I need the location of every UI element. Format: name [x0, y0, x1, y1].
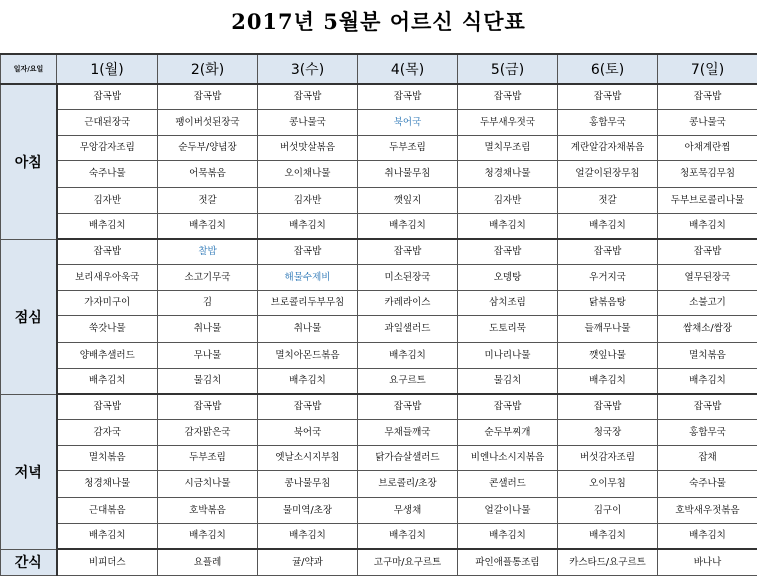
- menu-cell: 김: [158, 291, 258, 316]
- menu-cell: 배추김치: [558, 369, 658, 395]
- menu-cell: 찰밥: [158, 239, 258, 265]
- menu-cell: 어묵볶음: [158, 161, 258, 188]
- menu-cell: 멸치무조림: [458, 136, 558, 161]
- menu-cell: 숙주나물: [57, 161, 158, 188]
- menu-cell: 물김치: [458, 369, 558, 395]
- menu-cell: 배추김치: [258, 524, 358, 550]
- menu-cell: 잡곡밥: [358, 84, 458, 110]
- menu-cell: 무채들깨국: [358, 420, 458, 446]
- menu-cell: 두부브로콜리나물: [658, 188, 757, 214]
- meal-label: 아침: [1, 84, 57, 239]
- menu-cell: 젓갈: [158, 188, 258, 214]
- day-header: 2(화): [158, 54, 258, 84]
- snack-cell: 요플레: [158, 549, 258, 576]
- day-header: 3(수): [258, 54, 358, 84]
- menu-cell: 배추김치: [57, 369, 158, 395]
- menu-cell: 취나물: [158, 316, 258, 343]
- meal-label: 간식: [1, 549, 57, 576]
- menu-cell: 청국장: [558, 420, 658, 446]
- menu-cell: 배추김치: [158, 524, 258, 550]
- menu-cell: 잡곡밥: [458, 394, 558, 420]
- menu-row: [1, 498, 757, 524]
- snack-cell: 파인애플통조림: [458, 549, 558, 576]
- day-header: 5(금): [458, 54, 558, 84]
- menu-cell: 잡곡밥: [558, 84, 658, 110]
- menu-cell: 북어국: [358, 110, 458, 136]
- snack-cell: 귤/약과: [258, 549, 358, 576]
- menu-cell: 멸치볶음: [658, 343, 757, 369]
- menu-cell: 과일샐러드: [358, 316, 458, 343]
- menu-cell: 카레라이스: [358, 291, 458, 316]
- menu-cell: 김자반: [57, 188, 158, 214]
- menu-cell: 청경채나물: [458, 161, 558, 188]
- menu-cell: 배추김치: [358, 214, 458, 240]
- menu-cell: 감자맑은국: [158, 420, 258, 446]
- menu-cell: 무앙감자조림: [57, 136, 158, 161]
- menu-row: [1, 524, 757, 550]
- menu-row: [1, 214, 757, 240]
- menu-cell: 해물수제비: [258, 265, 358, 291]
- day-header: 4(목): [358, 54, 458, 84]
- menu-row: [1, 420, 757, 446]
- menu-cell: 잡곡밥: [158, 394, 258, 420]
- snack-row: [1, 549, 757, 576]
- day-header: 1(월): [57, 54, 158, 84]
- menu-cell: 멸치아몬드볶음: [258, 343, 358, 369]
- menu-cell: 취나물무침: [358, 161, 458, 188]
- menu-cell: 홍합무국: [558, 110, 658, 136]
- menu-cell: 멸치볶음: [57, 446, 158, 471]
- menu-cell: 잡곡밥: [458, 239, 558, 265]
- menu-cell: 김자반: [458, 188, 558, 214]
- menu-cell: 두부조림: [358, 136, 458, 161]
- menu-cell: 잡곡밥: [358, 239, 458, 265]
- menu-row: [1, 265, 757, 291]
- menu-cell: 잡채: [658, 446, 757, 471]
- menu-cell: 무나물: [158, 343, 258, 369]
- menu-body: [1, 84, 757, 576]
- menu-row: [1, 161, 757, 188]
- menu-cell: 요구르트: [358, 369, 458, 395]
- menu-cell: 두부새우젓국: [458, 110, 558, 136]
- menu-cell: 잡곡밥: [57, 394, 158, 420]
- menu-cell: 잡곡밥: [458, 84, 558, 110]
- menu-row: [1, 343, 757, 369]
- day-header: 6(토): [558, 54, 658, 84]
- menu-cell: 미나리나물: [458, 343, 558, 369]
- menu-cell: 브로콜리두부무침: [258, 291, 358, 316]
- menu-cell: 물김치: [158, 369, 258, 395]
- menu-cell: 소불고기: [658, 291, 757, 316]
- menu-cell: 가자미구이: [57, 291, 158, 316]
- menu-cell: 깻잎나물: [558, 343, 658, 369]
- menu-cell: 청포묵김무침: [658, 161, 757, 188]
- menu-cell: 양배추샐러드: [57, 343, 158, 369]
- menu-cell: 쑥갓나물: [57, 316, 158, 343]
- menu-cell: 잡곡밥: [358, 394, 458, 420]
- menu-cell: 근대볶음: [57, 498, 158, 524]
- menu-cell: 닭가슴살샐러드: [358, 446, 458, 471]
- menu-cell: 우거지국: [558, 265, 658, 291]
- menu-cell: 계란알감자채볶음: [558, 136, 658, 161]
- menu-cell: 배추김치: [658, 214, 757, 240]
- menu-cell: 오이채나물: [258, 161, 358, 188]
- menu-row: [1, 394, 757, 420]
- menu-cell: 김구이: [558, 498, 658, 524]
- menu-cell: 배추김치: [658, 369, 757, 395]
- menu-cell: 미소된장국: [358, 265, 458, 291]
- menu-cell: 홍합무국: [658, 420, 757, 446]
- menu-cell: 잡곡밥: [558, 239, 658, 265]
- menu-cell: 쌈채소/쌈장: [658, 316, 757, 343]
- menu-cell: 두부조림: [158, 446, 258, 471]
- menu-cell: 닭볶음탕: [558, 291, 658, 316]
- menu-cell: 잡곡밥: [258, 394, 358, 420]
- menu-row: [1, 110, 757, 136]
- menu-cell: 잡곡밥: [658, 84, 757, 110]
- menu-cell: 호박새우젓볶음: [658, 498, 757, 524]
- menu-cell: 비엔나소시지볶음: [458, 446, 558, 471]
- menu-cell: 보리새우아욱국: [57, 265, 158, 291]
- menu-cell: 무생채: [358, 498, 458, 524]
- menu-cell: 물미역/초장: [258, 498, 358, 524]
- menu-cell: 잡곡밥: [258, 84, 358, 110]
- menu-cell: 잡곡밥: [558, 394, 658, 420]
- menu-row: [1, 136, 757, 161]
- menu-cell: 배추김치: [258, 369, 358, 395]
- menu-cell: 엣날소시지부침: [258, 446, 358, 471]
- menu-cell: 배추김치: [458, 524, 558, 550]
- header-row: [1, 54, 757, 84]
- menu-cell: 오이무침: [558, 471, 658, 498]
- menu-cell: 잡곡밥: [57, 239, 158, 265]
- day-header: 7(일): [658, 54, 757, 84]
- menu-row: [1, 471, 757, 498]
- menu-cell: 취나물: [258, 316, 358, 343]
- menu-cell: 들깨무나물: [558, 316, 658, 343]
- meal-label: 저녁: [1, 394, 57, 549]
- menu-cell: 감자국: [57, 420, 158, 446]
- menu-cell: 삼치조림: [458, 291, 558, 316]
- menu-row: [1, 84, 757, 110]
- menu-cell: 얼갈이된장무침: [558, 161, 658, 188]
- meal-label: 점심: [1, 239, 57, 394]
- menu-cell: 배추김치: [158, 214, 258, 240]
- menu-cell: 열무된장국: [658, 265, 757, 291]
- menu-row: [1, 446, 757, 471]
- menu-cell: 배추김치: [658, 524, 757, 550]
- menu-cell: 배추김치: [57, 524, 158, 550]
- menu-cell: 소고기무국: [158, 265, 258, 291]
- menu-cell: 도토리묵: [458, 316, 558, 343]
- menu-cell: 얼갈이나물: [458, 498, 558, 524]
- menu-cell: 김자반: [258, 188, 358, 214]
- menu-cell: 버섯감자조림: [558, 446, 658, 471]
- menu-cell: 순두부찌개: [458, 420, 558, 446]
- snack-cell: 고구마/요구르트: [358, 549, 458, 576]
- menu-cell: 숙주나물: [658, 471, 757, 498]
- menu-cell: 잡곡밥: [158, 84, 258, 110]
- menu-cell: 잡곡밥: [57, 84, 158, 110]
- corner-header: 일자/요일: [1, 54, 57, 84]
- menu-cell: 오뎅탕: [458, 265, 558, 291]
- menu-cell: 청경채나물: [57, 471, 158, 498]
- menu-row: [1, 369, 757, 395]
- menu-cell: 북어국: [258, 420, 358, 446]
- menu-cell: 아채계란찜: [658, 136, 757, 161]
- menu-cell: 배추김치: [558, 214, 658, 240]
- menu-row: [1, 239, 757, 265]
- menu-cell: 배추김치: [258, 214, 358, 240]
- menu-cell: 순두부/양념장: [158, 136, 258, 161]
- menu-cell: 잡곡밥: [658, 239, 757, 265]
- menu-cell: 배추김치: [57, 214, 158, 240]
- menu-cell: 콩나물국: [258, 110, 358, 136]
- menu-cell: 잡곡밥: [258, 239, 358, 265]
- menu-cell: 콘샐러드: [458, 471, 558, 498]
- menu-cell: 배추김치: [358, 343, 458, 369]
- snack-cell: 바나나: [658, 549, 757, 576]
- snack-cell: 카스타드/요구르트: [558, 549, 658, 576]
- menu-cell: 젓갈: [558, 188, 658, 214]
- menu-row: [1, 188, 757, 214]
- page-title: 2017년 5월분 어르신 식단표: [231, 9, 526, 34]
- menu-cell: 배추김치: [358, 524, 458, 550]
- snack-cell: 비피더스: [57, 549, 158, 576]
- menu-cell: 배추김치: [558, 524, 658, 550]
- menu-cell: 호박볶음: [158, 498, 258, 524]
- menu-row: [1, 291, 757, 316]
- menu-cell: 버섯맛살볶음: [258, 136, 358, 161]
- menu-cell: 배추김치: [458, 214, 558, 240]
- menu-cell: 브로콜리/초장: [358, 471, 458, 498]
- menu-cell: 콩나물국: [658, 110, 757, 136]
- menu-cell: 깻잎지: [358, 188, 458, 214]
- menu-cell: 팽이버섯된장국: [158, 110, 258, 136]
- menu-cell: 근대된장국: [57, 110, 158, 136]
- menu-cell: 콩나물무침: [258, 471, 358, 498]
- menu-cell: 잡곡밥: [658, 394, 757, 420]
- menu-cell: 시금치나물: [158, 471, 258, 498]
- menu-table: [0, 53, 757, 576]
- menu-row: [1, 316, 757, 343]
